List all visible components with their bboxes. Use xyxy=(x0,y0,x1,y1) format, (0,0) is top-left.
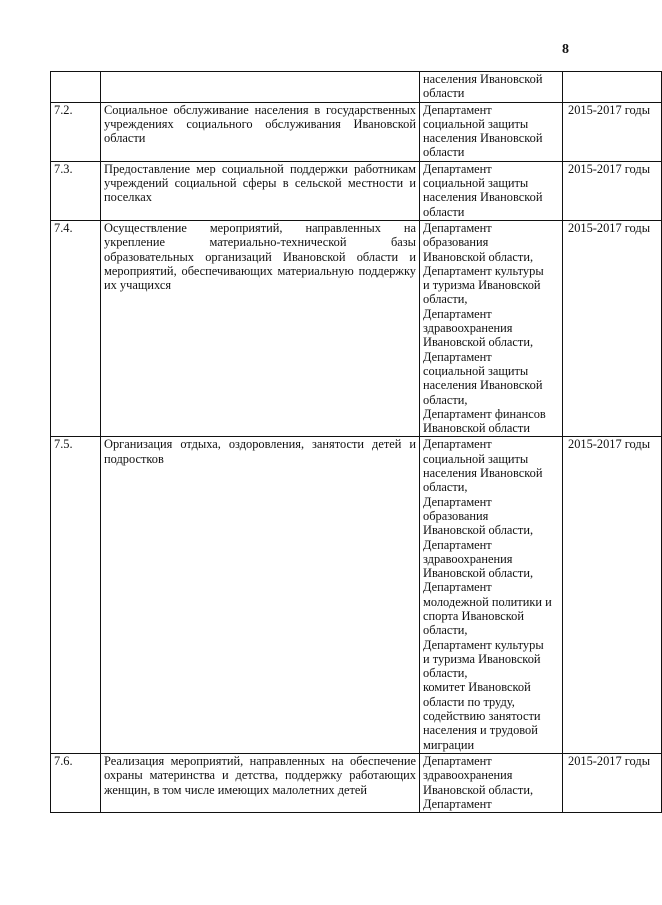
executor-line: здравоохранения xyxy=(423,768,513,783)
activity-description: Осуществление мероприятий, направленных на укрепление материально-технической базы образовательных организаций Ивановской области и мероприятий, обеспечивающих материальную поддержку их учащихся xyxy=(101,220,420,436)
executor-line: Ивановской области, xyxy=(423,249,534,264)
executors-cell xyxy=(420,102,563,161)
executor-line: образования xyxy=(423,508,489,523)
table-row xyxy=(51,753,662,812)
implementation-period: 2015-2017 годы xyxy=(563,753,662,812)
executor-line: области, xyxy=(423,292,468,307)
executor-line: и туризма Ивановской xyxy=(423,651,541,666)
executor-line: области xyxy=(423,145,465,160)
executors-cell xyxy=(420,753,563,812)
executor-line: комитет Ивановской xyxy=(423,680,531,695)
activity-description: Социальное обслуживание населения в государственных учреждениях социального обслуживания Ивановской области xyxy=(101,102,420,161)
executor-line: области по труду, xyxy=(423,694,515,709)
row-number: 7.5. xyxy=(51,437,101,754)
executor-line: Департамент xyxy=(423,494,492,509)
activity-description: Реализация мероприятий, направленных на обеспечение охраны материнства и детства, поддержку работающих женщин, в том числе имеющих малолетних детей xyxy=(101,753,420,812)
executor-line: социальной защиты xyxy=(423,176,529,191)
executor-line: области, xyxy=(423,392,468,407)
executor-line: образования xyxy=(423,235,489,250)
executor-line: Департамент культуры xyxy=(423,637,544,652)
executor-line: Ивановской области, xyxy=(423,335,534,350)
executor-line: Ивановской области, xyxy=(423,523,534,538)
executor-line: здравоохранения xyxy=(423,321,513,336)
executor-line: миграции xyxy=(423,737,475,752)
table-row xyxy=(51,102,662,161)
executor-line: области, xyxy=(423,623,468,638)
executor-line: Департамент xyxy=(423,102,492,117)
executor-line: социальной защиты xyxy=(423,451,529,466)
executor-line: Департамент xyxy=(423,437,492,452)
activities-table xyxy=(50,71,662,813)
page-number: 8 xyxy=(562,42,569,57)
table-row xyxy=(51,161,662,220)
row-number: 7.6. xyxy=(51,753,101,812)
executor-line: населения Ивановской xyxy=(423,72,543,86)
table-row xyxy=(51,437,662,754)
executors-cell xyxy=(420,220,563,436)
executor-line: населения Ивановской xyxy=(423,378,543,393)
executor-line: Ивановской области, xyxy=(423,566,534,581)
implementation-period: 2015-2017 годы xyxy=(563,102,662,161)
executor-line: Департамент xyxy=(423,537,492,552)
executors-cell xyxy=(420,161,563,220)
executor-line: спорта Ивановской xyxy=(423,608,524,623)
executors-cell xyxy=(420,72,563,103)
executor-line: здравоохранения xyxy=(423,551,513,566)
implementation-period: 2015-2017 годы xyxy=(563,220,662,436)
executor-line: Департамент xyxy=(423,306,492,321)
row-number: 7.2. xyxy=(51,102,101,161)
executor-line: Департамент xyxy=(423,161,492,176)
implementation-period: 2015-2017 годы xyxy=(563,437,662,754)
table-row xyxy=(51,72,662,103)
activity-description xyxy=(101,72,420,103)
implementation-period: 2015-2017 годы xyxy=(563,161,662,220)
executor-line: Департамент культуры xyxy=(423,263,544,278)
executor-line: молодежной политики и xyxy=(423,594,552,609)
executor-line: Департамент xyxy=(423,220,492,235)
executor-line: Ивановской области xyxy=(423,421,530,436)
executor-line: населения Ивановской xyxy=(423,190,543,205)
activity-description: Организация отдыха, оздоровления, занятости детей и подростков xyxy=(101,437,420,754)
row-number xyxy=(51,72,101,103)
executor-line: области xyxy=(423,86,465,101)
table-row xyxy=(51,220,662,436)
executor-line: Департамент xyxy=(423,796,492,811)
executor-line: и туризма Ивановской xyxy=(423,278,541,293)
executor-line: социальной защиты xyxy=(423,363,529,378)
executor-line: области, xyxy=(423,480,468,495)
executors-cell xyxy=(420,437,563,754)
row-number: 7.4. xyxy=(51,220,101,436)
executor-line: населения и трудовой xyxy=(423,723,538,738)
activity-description: Предоставление мер социальной поддержки работникам учреждений социальной сферы в сельской местности и поселках xyxy=(101,161,420,220)
executor-line: населения Ивановской xyxy=(423,466,543,481)
executor-line: Департамент xyxy=(423,753,492,768)
implementation-period xyxy=(563,72,662,103)
executor-line: социальной защиты xyxy=(423,116,529,131)
executor-line: Департамент xyxy=(423,580,492,595)
executor-line: Ивановской области, xyxy=(423,782,534,797)
executor-line: Департамент финансов xyxy=(423,406,546,421)
executor-line: области, xyxy=(423,666,468,681)
executor-line: содействию занятости xyxy=(423,709,541,724)
executor-line: области xyxy=(423,204,465,219)
executor-line: населения Ивановской xyxy=(423,131,543,146)
executor-line: Департамент xyxy=(423,349,492,364)
row-number: 7.3. xyxy=(51,161,101,220)
